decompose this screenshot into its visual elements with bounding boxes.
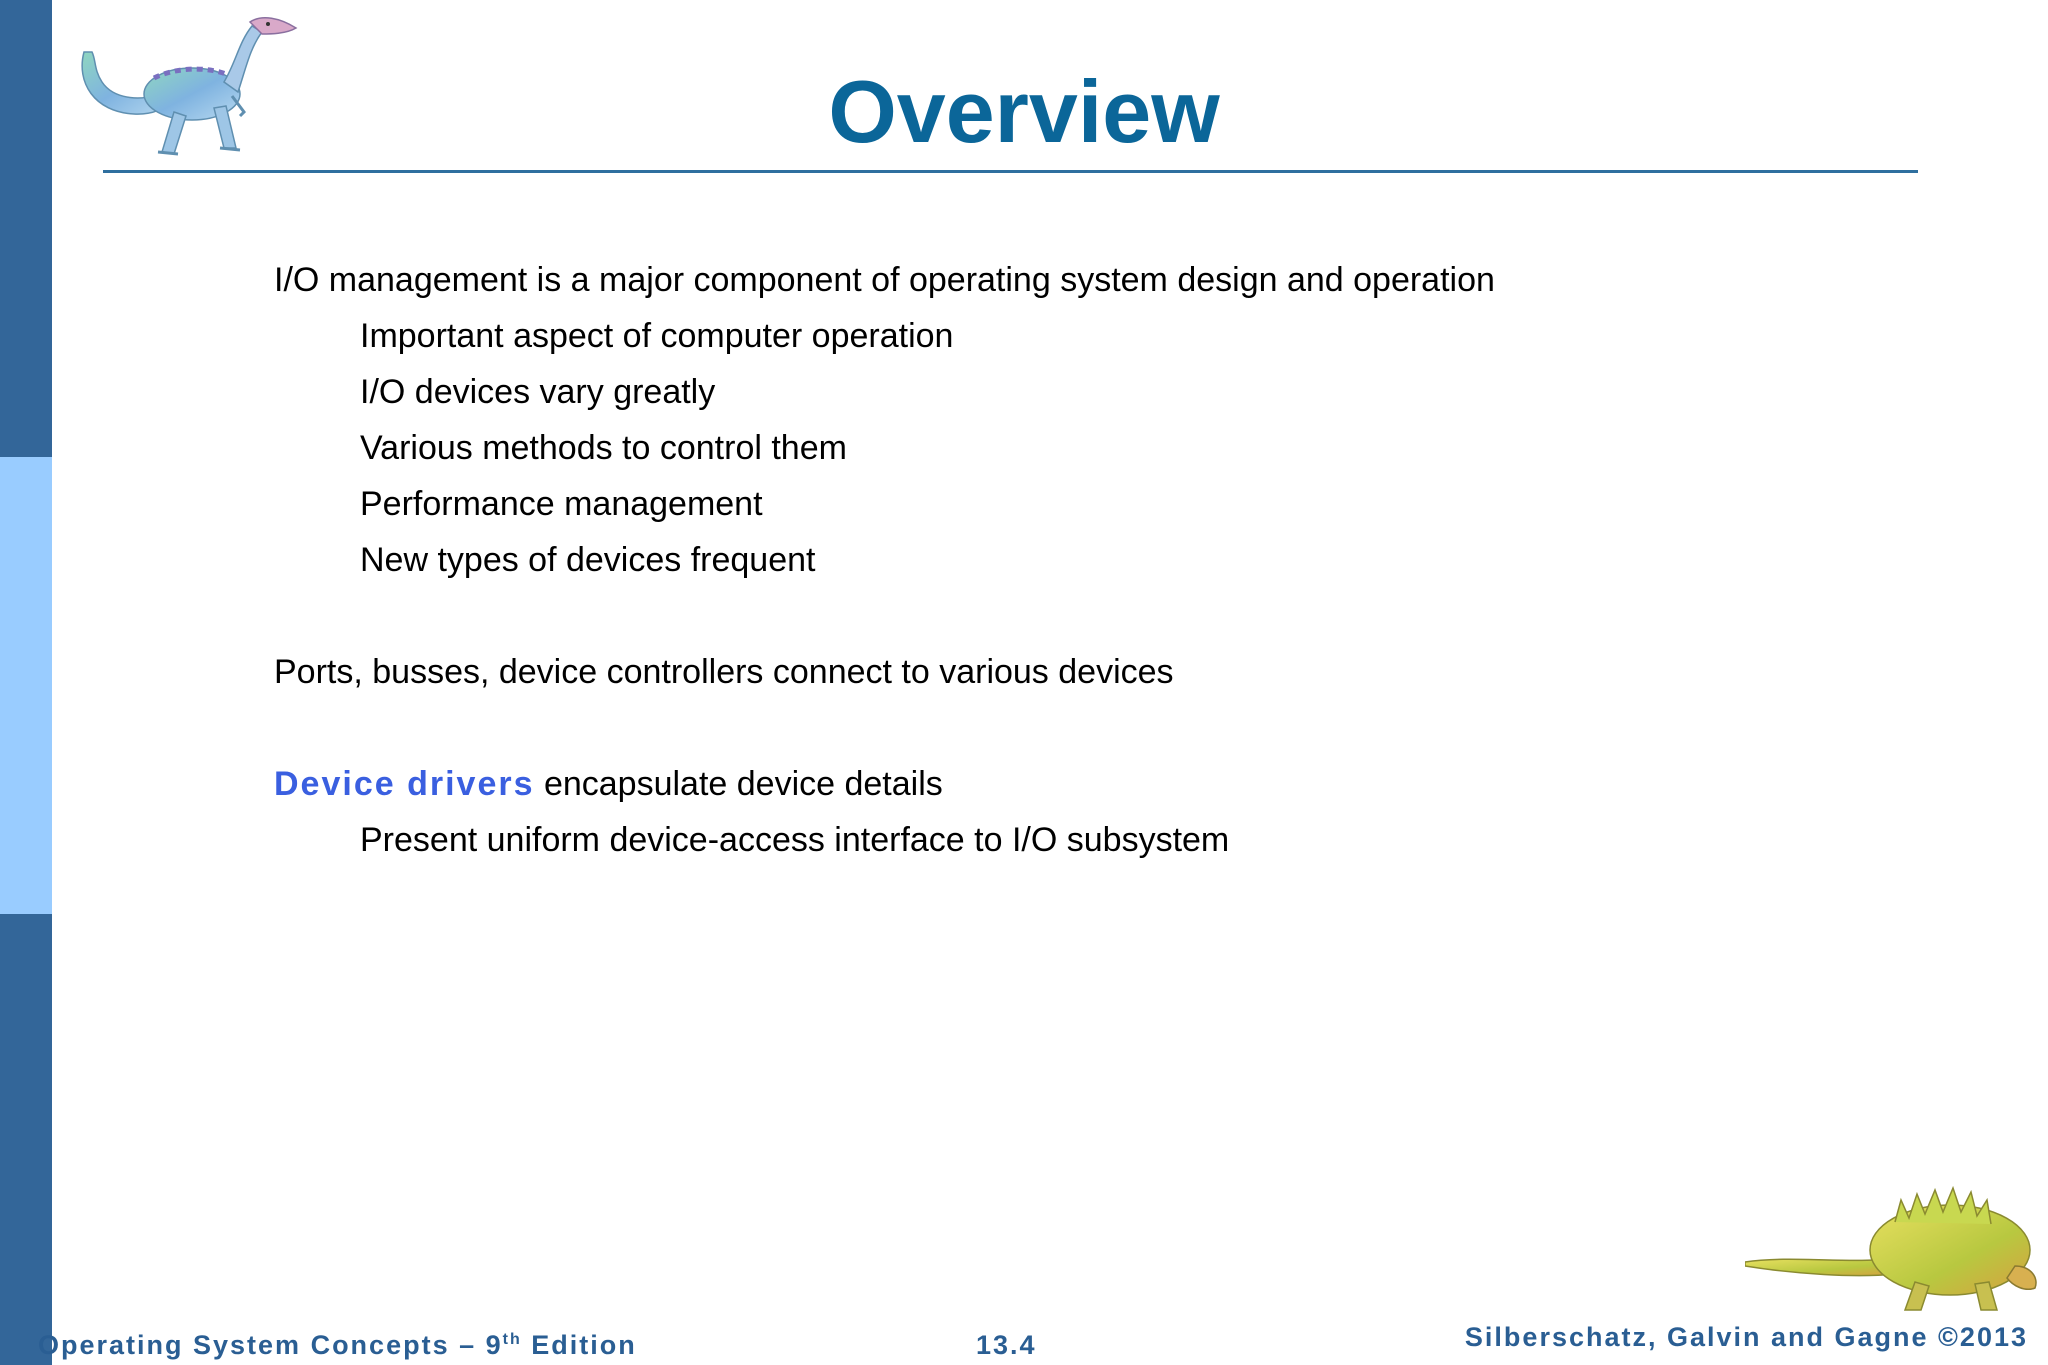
bullet-device-drivers — [274, 756, 1495, 812]
footer-authors: Silberschatz, Galvin and Gagne ©2013 — [1464, 1322, 2028, 1352]
sidebar-band-middle — [0, 457, 52, 914]
bullet-io-management: I/O management is a major component of operating system design and operation — [274, 261, 1495, 299]
sub-bullet-uniform-interface: Present uniform device-access interface to I/O subsystem — [360, 821, 1230, 859]
slide-body — [274, 252, 1495, 868]
sub-bullet-control-methods: Various methods to control them — [360, 429, 847, 467]
sub-bullet-new-devices: New types of devices frequent — [360, 541, 816, 579]
title-underline — [103, 170, 1918, 173]
sidebar-band-bottom — [0, 914, 52, 1365]
device-drivers-description: encapsulate device details — [534, 765, 943, 803]
footer-page-number: 13.4 — [976, 1330, 1037, 1360]
highlight-term-device-drivers: Device drivers — [274, 765, 535, 803]
bullet-ports-busses: Ports, busses, device controllers connect to various devices — [274, 653, 1174, 691]
sub-bullet-performance: Performance management — [360, 485, 763, 523]
dinosaur-icon — [1745, 1170, 2040, 1315]
sub-bullet-important-aspect: Important aspect of computer operation — [360, 317, 954, 355]
sub-bullet-devices-vary: I/O devices vary greatly — [360, 373, 716, 411]
slide-title: Overview — [828, 62, 1220, 161]
footer-book-title: Operating System Concepts – 9th Edition — [38, 1330, 637, 1360]
